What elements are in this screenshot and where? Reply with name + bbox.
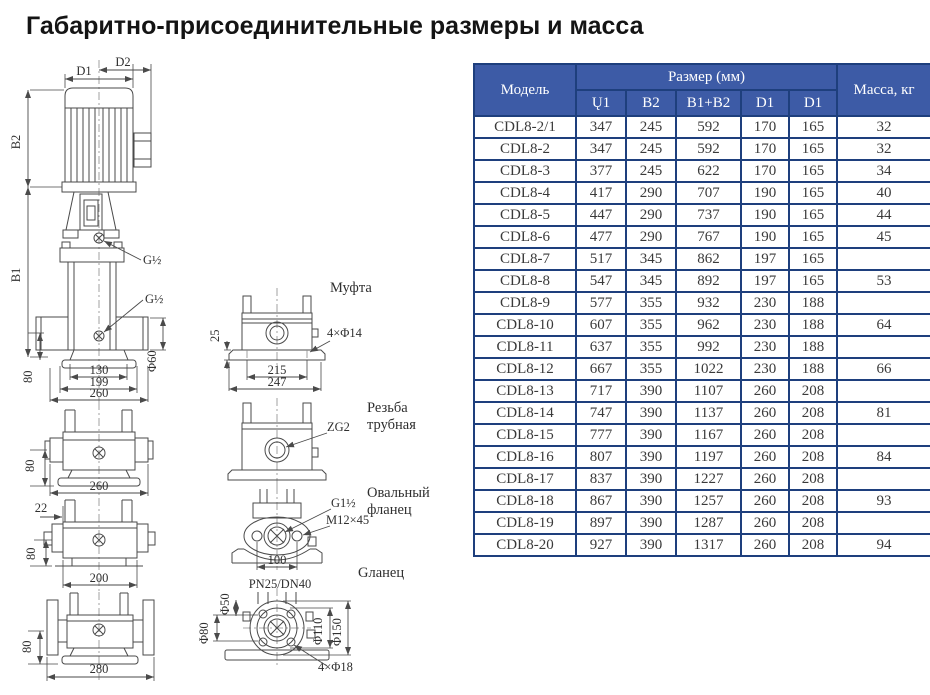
table-row <box>474 226 930 248</box>
dim-130: 130 <box>89 363 109 377</box>
label-g-half-bottom: G½ <box>145 292 164 306</box>
mass-cell: 32 <box>837 138 930 160</box>
dim-80-pump: 80 <box>21 370 35 383</box>
b2-cell: 390 <box>626 402 676 424</box>
b2-cell: 245 <box>626 138 676 160</box>
d1b-cell: 188 <box>789 292 837 314</box>
b2-cell: 390 <box>626 512 676 534</box>
dim-100: 100 <box>267 553 287 567</box>
model-cell: CDL8-4 <box>474 182 576 204</box>
col-header-b1b2: B1+B2 <box>676 90 741 116</box>
d1b-cell: 208 <box>789 512 837 534</box>
b1b2-cell: 767 <box>676 226 741 248</box>
mass-cell: 84 <box>837 446 930 468</box>
d1b-cell: 208 <box>789 402 837 424</box>
mass-cell: 64 <box>837 314 930 336</box>
mass-cell <box>837 468 930 490</box>
table-row <box>474 358 930 380</box>
d1a-cell: 230 <box>741 358 789 380</box>
drawing-pipe-thread <box>228 398 416 486</box>
d1a-cell: 260 <box>741 490 789 512</box>
label-zg2: ZG2 <box>327 420 350 434</box>
d1b-cell: 165 <box>789 138 837 160</box>
b1b2-cell: 1197 <box>676 446 741 468</box>
dim-b2: B2 <box>9 134 23 150</box>
b1b2-cell: 1287 <box>676 512 741 534</box>
d1a-cell: 260 <box>741 424 789 446</box>
drawing-base-oval-side <box>24 498 155 592</box>
col-header-d1b: D1 <box>789 90 837 116</box>
dim-d1: D1 <box>76 64 92 78</box>
b1b2-cell: 1257 <box>676 490 741 512</box>
dimensions-table-wrap <box>473 63 930 557</box>
d1b-cell: 165 <box>789 182 837 204</box>
d1b-cell: 165 <box>789 160 837 182</box>
b1b2-cell: 1227 <box>676 468 741 490</box>
label-oval-line2: фланец <box>367 502 412 518</box>
d1a-cell: 260 <box>741 446 789 468</box>
model-cell: CDL8-11 <box>474 336 576 358</box>
d1a-cell: 260 <box>741 380 789 402</box>
model-cell: CDL8-8 <box>474 270 576 292</box>
model-cell: CDL8-16 <box>474 446 576 468</box>
dim-215: 215 <box>267 363 287 377</box>
b2-cell: 355 <box>626 292 676 314</box>
dim-phi60: Φ60 <box>145 350 159 372</box>
dim-b1: B1 <box>9 267 23 283</box>
label-oval-line1: Овальный <box>367 485 430 501</box>
d1b-cell: 208 <box>789 446 837 468</box>
model-cell: CDL8-6 <box>474 226 576 248</box>
label-coupling: Муфта <box>330 280 372 296</box>
dim-25: 25 <box>208 329 222 342</box>
table-row <box>474 270 930 292</box>
d1b-cell: 165 <box>789 270 837 292</box>
col-header-d1a: D1 <box>741 90 789 116</box>
model-cell: CDL8-12 <box>474 358 576 380</box>
model-cell: CDL8-2 <box>474 138 576 160</box>
u1-cell: 607 <box>576 314 626 336</box>
u1-cell: 897 <box>576 512 626 534</box>
u1-cell: 867 <box>576 490 626 512</box>
table-row <box>474 248 930 270</box>
table-row <box>474 534 930 556</box>
d1a-cell: 260 <box>741 512 789 534</box>
label-pn25-dn40: PN25/DN40 <box>248 577 312 591</box>
mass-cell <box>837 380 930 402</box>
d1a-cell: 190 <box>741 204 789 226</box>
table-row <box>474 336 930 358</box>
dim-80-base4: 80 <box>20 640 34 653</box>
b2-cell: 290 <box>626 182 676 204</box>
dim-phi110: Φ110 <box>311 617 325 645</box>
model-cell: CDL8-10 <box>474 314 576 336</box>
dim-260-base2: 260 <box>89 479 109 493</box>
d1a-cell: 260 <box>741 534 789 556</box>
u1-cell: 377 <box>576 160 626 182</box>
dim-280: 280 <box>89 662 109 676</box>
col-header-model: Модель <box>474 64 576 116</box>
b2-cell: 290 <box>626 204 676 226</box>
dim-80-base2: 80 <box>23 459 37 472</box>
table-row <box>474 468 930 490</box>
label-thread-line2: трубная <box>367 417 416 433</box>
table-header-row-1 <box>474 64 930 90</box>
drawing-flange <box>197 565 404 674</box>
u1-cell: 417 <box>576 182 626 204</box>
d1b-cell: 188 <box>789 336 837 358</box>
table-row <box>474 160 930 182</box>
drawing-coupling <box>208 280 372 391</box>
d1b-cell: 208 <box>789 468 837 490</box>
mass-cell <box>837 292 930 314</box>
b2-cell: 345 <box>626 248 676 270</box>
d1a-cell: 170 <box>741 116 789 138</box>
dim-260-pump: 260 <box>89 386 109 400</box>
label-g1-half: G1½ <box>331 496 356 510</box>
mass-cell: 66 <box>837 358 930 380</box>
b2-cell: 390 <box>626 490 676 512</box>
b1b2-cell: 707 <box>676 182 741 204</box>
mass-cell <box>837 248 930 270</box>
b1b2-cell: 1167 <box>676 424 741 446</box>
table-row <box>474 446 930 468</box>
model-cell: CDL8-3 <box>474 160 576 182</box>
col-header-b2: B2 <box>626 90 676 116</box>
label-thread-line1: Резьба <box>367 400 408 416</box>
u1-cell: 747 <box>576 402 626 424</box>
table-row <box>474 490 930 512</box>
u1-cell: 837 <box>576 468 626 490</box>
model-cell: CDL8-13 <box>474 380 576 402</box>
b1b2-cell: 932 <box>676 292 741 314</box>
table-row <box>474 204 930 226</box>
b2-cell: 390 <box>626 468 676 490</box>
table-row <box>474 314 930 336</box>
label-4xphi14: 4×Φ14 <box>327 326 362 340</box>
b2-cell: 355 <box>626 358 676 380</box>
u1-cell: 347 <box>576 138 626 160</box>
model-cell: CDL8-2/1 <box>474 116 576 138</box>
u1-cell: 777 <box>576 424 626 446</box>
dim-d2: D2 <box>115 55 131 69</box>
d1b-cell: 165 <box>789 226 837 248</box>
d1b-cell: 188 <box>789 358 837 380</box>
b1b2-cell: 862 <box>676 248 741 270</box>
u1-cell: 477 <box>576 226 626 248</box>
b1b2-cell: 592 <box>676 116 741 138</box>
mass-cell: 93 <box>837 490 930 512</box>
drawing-pump <box>9 55 166 402</box>
d1a-cell: 190 <box>741 182 789 204</box>
table-row <box>474 402 930 424</box>
label-m12x45: M12×45 <box>326 513 370 527</box>
d1a-cell: 260 <box>741 468 789 490</box>
model-cell: CDL8-14 <box>474 402 576 424</box>
d1a-cell: 260 <box>741 402 789 424</box>
u1-cell: 447 <box>576 204 626 226</box>
dim-247: 247 <box>267 375 287 389</box>
u1-cell: 667 <box>576 358 626 380</box>
page-title: Габаритно-присоединительные размеры и масса <box>26 12 644 40</box>
b1b2-cell: 962 <box>676 314 741 336</box>
col-header-size-group: Размер (мм) <box>576 64 837 90</box>
u1-cell: 347 <box>576 116 626 138</box>
mass-cell: 94 <box>837 534 930 556</box>
mass-cell: 45 <box>837 226 930 248</box>
d1a-cell: 230 <box>741 314 789 336</box>
label-4xphi18: 4×Φ18 <box>318 660 353 674</box>
mass-cell <box>837 336 930 358</box>
model-cell: CDL8-19 <box>474 512 576 534</box>
b2-cell: 355 <box>626 314 676 336</box>
table-row <box>474 138 930 160</box>
table-row <box>474 182 930 204</box>
mass-cell: 34 <box>837 160 930 182</box>
b1b2-cell: 1137 <box>676 402 741 424</box>
b1b2-cell: 992 <box>676 336 741 358</box>
d1a-cell: 230 <box>741 292 789 314</box>
label-flange: Gланец <box>358 565 405 581</box>
dim-199: 199 <box>89 375 109 389</box>
b2-cell: 390 <box>626 446 676 468</box>
d1b-cell: 208 <box>789 490 837 512</box>
b2-cell: 390 <box>626 380 676 402</box>
b1b2-cell: 1317 <box>676 534 741 556</box>
d1b-cell: 208 <box>789 380 837 402</box>
mass-cell: 53 <box>837 270 930 292</box>
col-header-u1: Ų1 <box>576 90 626 116</box>
d1b-cell: 188 <box>789 314 837 336</box>
d1a-cell: 197 <box>741 270 789 292</box>
u1-cell: 927 <box>576 534 626 556</box>
u1-cell: 577 <box>576 292 626 314</box>
col-header-mass: Масса, кг <box>837 64 930 116</box>
d1a-cell: 170 <box>741 160 789 182</box>
b1b2-cell: 737 <box>676 204 741 226</box>
mass-cell <box>837 424 930 446</box>
u1-cell: 547 <box>576 270 626 292</box>
b1b2-cell: 592 <box>676 138 741 160</box>
dim-80-base3: 80 <box>24 547 38 560</box>
d1b-cell: 208 <box>789 424 837 446</box>
model-cell: CDL8-17 <box>474 468 576 490</box>
label-g-half-top: G½ <box>143 253 162 267</box>
b2-cell: 345 <box>626 270 676 292</box>
table-row <box>474 380 930 402</box>
b2-cell: 245 <box>626 116 676 138</box>
d1a-cell: 197 <box>741 248 789 270</box>
table-row <box>474 292 930 314</box>
table-row <box>474 424 930 446</box>
b1b2-cell: 1107 <box>676 380 741 402</box>
dim-phi50: Φ50 <box>218 593 232 615</box>
b2-cell: 355 <box>626 336 676 358</box>
b2-cell: 290 <box>626 226 676 248</box>
u1-cell: 807 <box>576 446 626 468</box>
mass-cell: 44 <box>837 204 930 226</box>
drawing-oval-flange <box>232 485 430 570</box>
table-row <box>474 116 930 138</box>
d1b-cell: 165 <box>789 204 837 226</box>
mass-cell: 32 <box>837 116 930 138</box>
d1b-cell: 165 <box>789 116 837 138</box>
b2-cell: 245 <box>626 160 676 182</box>
u1-cell: 637 <box>576 336 626 358</box>
drawing-base-thread-side <box>23 402 153 498</box>
model-cell: CDL8-9 <box>474 292 576 314</box>
u1-cell: 517 <box>576 248 626 270</box>
mass-cell: 40 <box>837 182 930 204</box>
b1b2-cell: 622 <box>676 160 741 182</box>
b2-cell: 390 <box>626 534 676 556</box>
dim-22: 22 <box>34 501 48 515</box>
d1a-cell: 170 <box>741 138 789 160</box>
mass-cell <box>837 512 930 534</box>
d1b-cell: 208 <box>789 534 837 556</box>
dim-phi150: Φ150 <box>330 618 344 646</box>
model-cell: CDL8-15 <box>474 424 576 446</box>
dim-phi80: Φ80 <box>197 622 211 644</box>
model-cell: CDL8-7 <box>474 248 576 270</box>
model-cell: CDL8-5 <box>474 204 576 226</box>
b1b2-cell: 892 <box>676 270 741 292</box>
d1a-cell: 190 <box>741 226 789 248</box>
dim-200: 200 <box>89 571 109 585</box>
b2-cell: 390 <box>626 424 676 446</box>
dimensions-table <box>473 63 930 557</box>
model-cell: CDL8-18 <box>474 490 576 512</box>
b1b2-cell: 1022 <box>676 358 741 380</box>
model-cell: CDL8-20 <box>474 534 576 556</box>
mass-cell: 81 <box>837 402 930 424</box>
drawing-base-flange-side <box>20 592 154 681</box>
table-row <box>474 512 930 534</box>
d1b-cell: 165 <box>789 248 837 270</box>
d1a-cell: 230 <box>741 336 789 358</box>
u1-cell: 717 <box>576 380 626 402</box>
